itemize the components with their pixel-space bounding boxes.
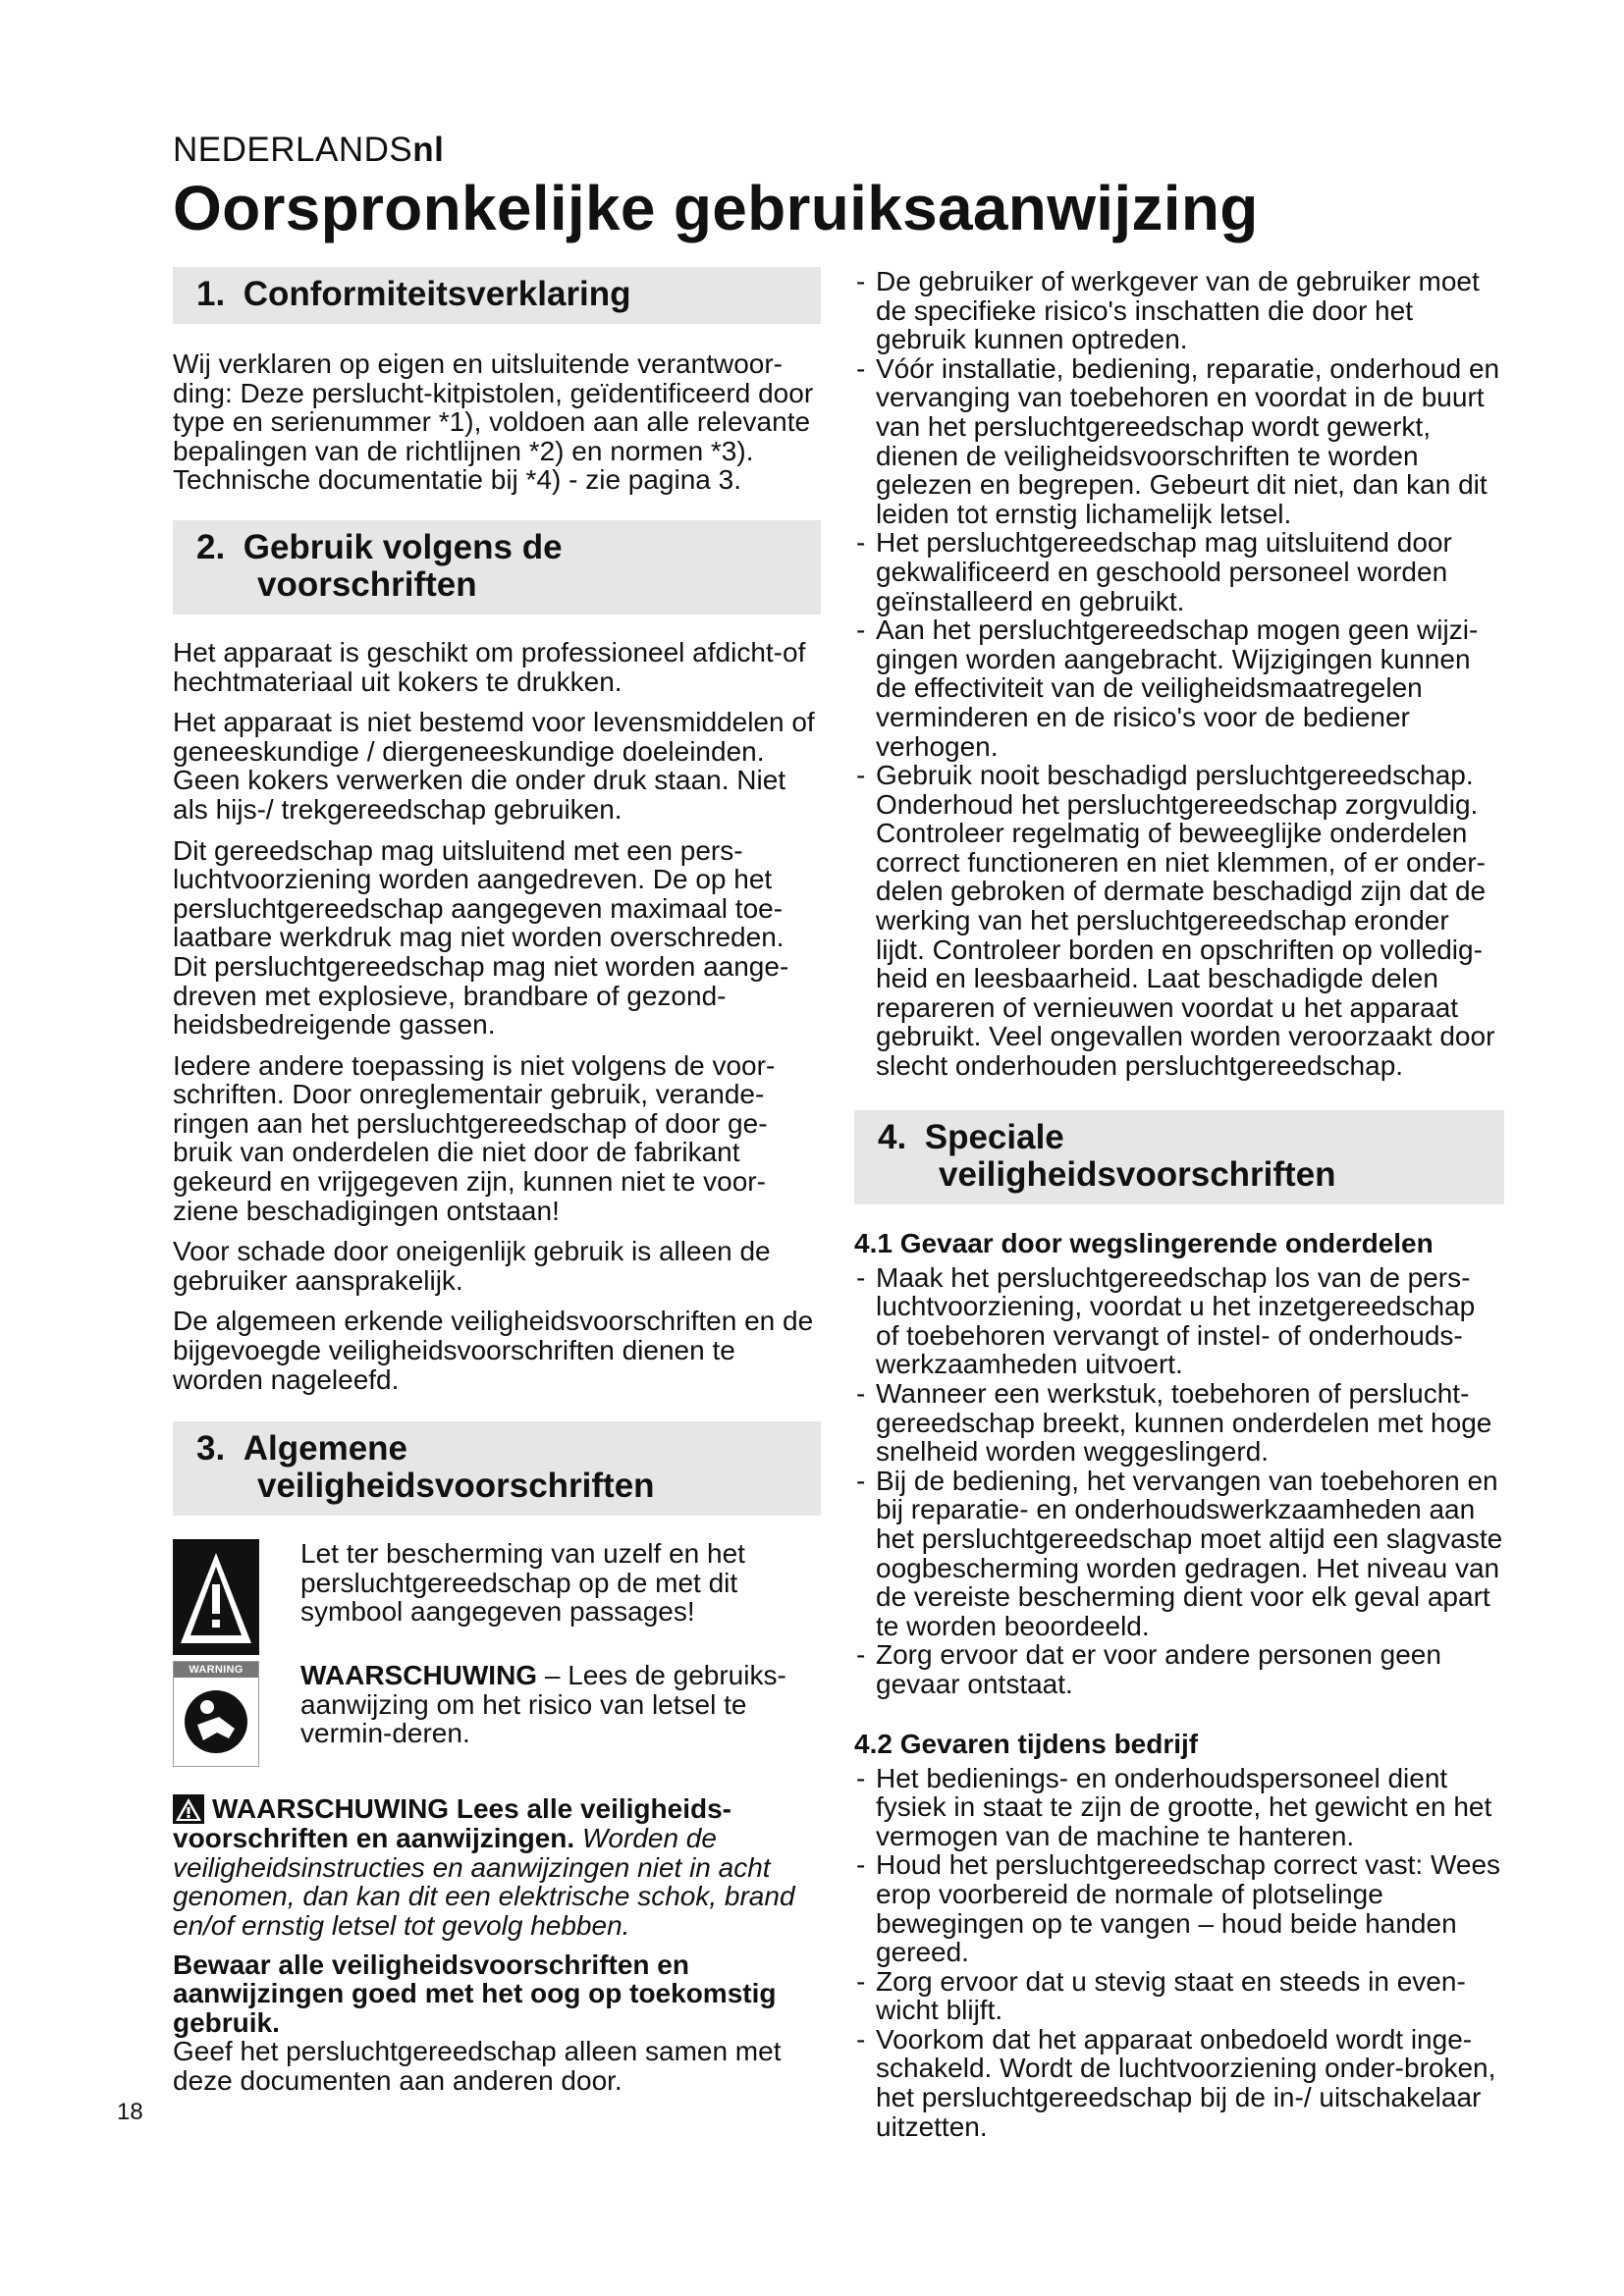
page-number: 18 xyxy=(117,2099,143,2125)
subsection-4-2-list xyxy=(854,1764,1504,2142)
list-item: - Voorkom dat het apparaat onbedoeld wordt inge-schakeld. Wordt de luchtvoorziening onder-broken, het persluchtgereedschap bij de in-/ uitschakelaar uitzetten. xyxy=(854,2025,1504,2141)
list-item: - Wanneer een werkstuk, toebehoren of perslucht-gereedschap breekt, kunnen onderdelen met hoge snelheid worden weggeslingerd. xyxy=(854,1379,1504,1467)
language-name: NEDERLANDS xyxy=(173,131,413,169)
subsection-4-2-title: 4.2 Gevaren tijdens bedrijf xyxy=(854,1728,1199,1759)
page-title: Oorspronkelijke gebruiksaanwijzing xyxy=(173,173,1259,243)
section-2-title-line1: Gebruik volgens de xyxy=(243,527,563,566)
list-item: - Het persluchtgereedschap mag uitsluitend door gekwalificeerd en geschoold personeel worden geïnstalleerd en gebruikt. xyxy=(854,528,1504,615)
section-2-number: 2. xyxy=(196,527,226,566)
left-column xyxy=(173,267,821,2108)
read-all-warning-bold: WAARSCHUWING Lees alle veiligheids-voorschriften en aanwijzingen. xyxy=(173,1793,731,1854)
list-item: - Aan het persluchtgereedschap mogen geen wijzi-gingen worden aangebracht. Wijzigingen kunnen de effectiviteit van de veiligheidsmaatregelen verminderen en de risico's voor de bediener verhogen. xyxy=(854,615,1504,761)
subsection-4-1-list xyxy=(854,1263,1504,1699)
usage-paragraph: Dit gereedschap mag uitsluitend met een pers-luchtvoorziening worden aangedreven. De op het persluchtgereedschap aangegeven maximaal toe-laatbare werkdruk mag niet worden overschreden. Dit persluchtgereedschap mag niet worden aange-dreven met explosieve, brandbare of gezond-heidsbedreigende gassen. xyxy=(173,834,789,1041)
manual-warning-text: – Lees de gebruiks-aanwijzing om het risico van letsel te vermin-deren. xyxy=(300,1660,786,1749)
language-label xyxy=(173,131,444,170)
keep-instructions-bold: Bewaar alle veiligheidsvoorschriften en aanwijzingen goed met het oog op toekomstig gebruik. xyxy=(173,1949,777,2038)
list-item: - Zorg ervoor dat er voor andere personen geen gevaar ontstaat. xyxy=(854,1640,1504,1698)
list-item: - Het bedienings- en onderhoudspersoneel dient fysiek in staat te zijn de grootte, het gewicht en het vermogen van de machine te hanteren. xyxy=(854,1764,1504,1851)
usage-paragraph: Iedere andere toepassing is niet volgens de voor-schriften. Door onreglementair gebruik, verande-ringen aan het persluchtgereedschap of door ge-bruik van onderdelen die niet door de fabrikant gekeurd en vrijgegeven zijn, kunnen niet te voor-ziene beschadigingen ontstaan! xyxy=(173,1049,776,1226)
usage-paragraph: Het apparaat is geschikt om professioneel afdicht-of hechtmateriaal uit kokers te drukken. xyxy=(173,636,806,697)
warning-triangle-icon xyxy=(173,1539,259,1655)
keep-instructions-text: Geef het persluchtgereedschap alleen samen met deze documenten aan anderen door. xyxy=(173,2036,782,2096)
section-4-title-line2: veiligheidsvoorschriften xyxy=(939,1154,1336,1194)
usage-paragraph: De algemeen erkende veiligheidsvoorschriften en de bijgevoegde veiligheidsvoorschriften dienen te worden nageleefd. xyxy=(173,1306,814,1395)
symbol-explanation: Let ter bescherming van uzelf en het persluchtgereedschap op de met dit symbool aangegeven passages! xyxy=(300,1538,745,1628)
general-safety-list xyxy=(854,267,1504,1081)
section-1-number: 1. xyxy=(196,275,226,313)
section-3-title-line2: veiligheidsvoorschriften xyxy=(257,1467,655,1506)
section-1-title: Conformiteitsverklaring xyxy=(243,275,631,313)
manual-warning-label: WAARSCHUWING xyxy=(300,1660,538,1691)
list-item: - De gebruiker of werkgever van de gebruiker moet de specifieke risico's inschatten die door het gebruik kunnen optreden. xyxy=(854,267,1504,354)
right-column xyxy=(854,267,1504,2141)
list-item: - Zorg ervoor dat u stevig staat en steeds in even-wicht blijft. xyxy=(854,1967,1504,2025)
usage-paragraph: Het apparaat is niet bestemd voor levensmiddelen of geneeskundige / diergeneeskundige doeleinden. Geen kokers verwerken die onder druk staan. Niet als hijs-/ trekgereedschap gebruiken. xyxy=(173,707,815,825)
section-2-heading xyxy=(173,520,821,614)
section-3-heading xyxy=(173,1421,821,1516)
section-1-heading xyxy=(173,267,821,324)
section-3-number: 3. xyxy=(196,1429,226,1468)
section-4-heading xyxy=(854,1110,1504,1204)
small-warning-icon xyxy=(173,1794,204,1824)
section-4-number: 4. xyxy=(878,1117,907,1156)
conformity-text: Wij verklaren op eigen en uitsluitende verantwoor-ding: Deze perslucht-kitpistolen, geïdentificeerd door type en serienummer *1), voldoen aan alle relevante bepalingen van de richtlijnen *2) en normen *3). Technische documentatie bij *4) - zie pagina 3. xyxy=(173,348,814,496)
list-item: - Vóór installatie, bediening, reparatie, onderhoud en vervanging van toebehoren en voordat in de buurt van het persluchtgereedschap wordt gewerkt, dienen de veiligheidsvoorschriften te worden gelezen en begrepen. Gebeurt dit niet, dan kan dit leiden tot ernstig lichamelijk letsel. xyxy=(854,354,1504,529)
warning-symbols-block xyxy=(173,1539,821,1767)
list-item: - Gebruik nooit beschadigd persluchtgereedschap. Onderhoud het persluchtgereedschap zorgvuldig. Controleer regelmatig of beweeglijke onderdelen correct functioneren en niet klemmen, of er onder-delen gebroken of dermate beschadigd zijn dat de werking van het persluchtgereedschap eronder lijdt. Controleer borden en opschriften op volledig-heid en leesbaarheid. Laat beschadigde delen repareren of vernieuwen voordat u het apparaat gebruikt. Veel ongevallen worden veroorzaakt door slecht onderhouden persluchtgereedschap. xyxy=(854,761,1504,1081)
subsection-4-1-title: 4.1 Gevaar door wegslingerende onderdelen xyxy=(854,1227,1434,1258)
list-item: - Bij de bediening, het vervangen van toebehoren en bij reparatie- en onderhoudswerkzaamheden aan het persluchtgereedschap moet altijd een slagvaste oogbescherming worden gedragen. Het niveau van de vereiste bescherming dient voor elk geval apart te worden beoordeeld. xyxy=(854,1467,1504,1641)
list-item: - Houd het persluchtgereedschap correct vast: Wees erop voorbereid de normale of plotselinge bewegingen op te vangen – houd beide handen gereed. xyxy=(854,1850,1504,1966)
section-2-title-line2: voorschriften xyxy=(257,564,477,604)
manual-warning xyxy=(267,1661,821,1748)
section-4-title-line1: Speciale xyxy=(924,1117,1064,1156)
section-3-title-line1: Algemene xyxy=(243,1429,408,1468)
language-code: nl xyxy=(412,131,445,169)
read-all-warning xyxy=(173,1794,821,1940)
read-manual-icon xyxy=(173,1661,259,1767)
list-item: - Maak het persluchtgereedschap los van de pers-luchtvoorziening, voordat u het inzetgereedschap of toebehoren vervangt of instel- of onderhouds-werkzaamheden uitvoert. xyxy=(854,1263,1504,1379)
read-all-warning-italic: Worden de veiligheidsinstructies en aanwijzingen niet in acht genomen, dan kan dit een elektrische schok, brand en/of ernstig letsel tot gevolg hebben. xyxy=(173,1823,795,1941)
ansi-warning-label: WARNING xyxy=(174,1662,258,1678)
usage-paragraph: Voor schade door oneigenlijk gebruik is alleen de gebruiker aansprakelijk. xyxy=(173,1236,771,1296)
